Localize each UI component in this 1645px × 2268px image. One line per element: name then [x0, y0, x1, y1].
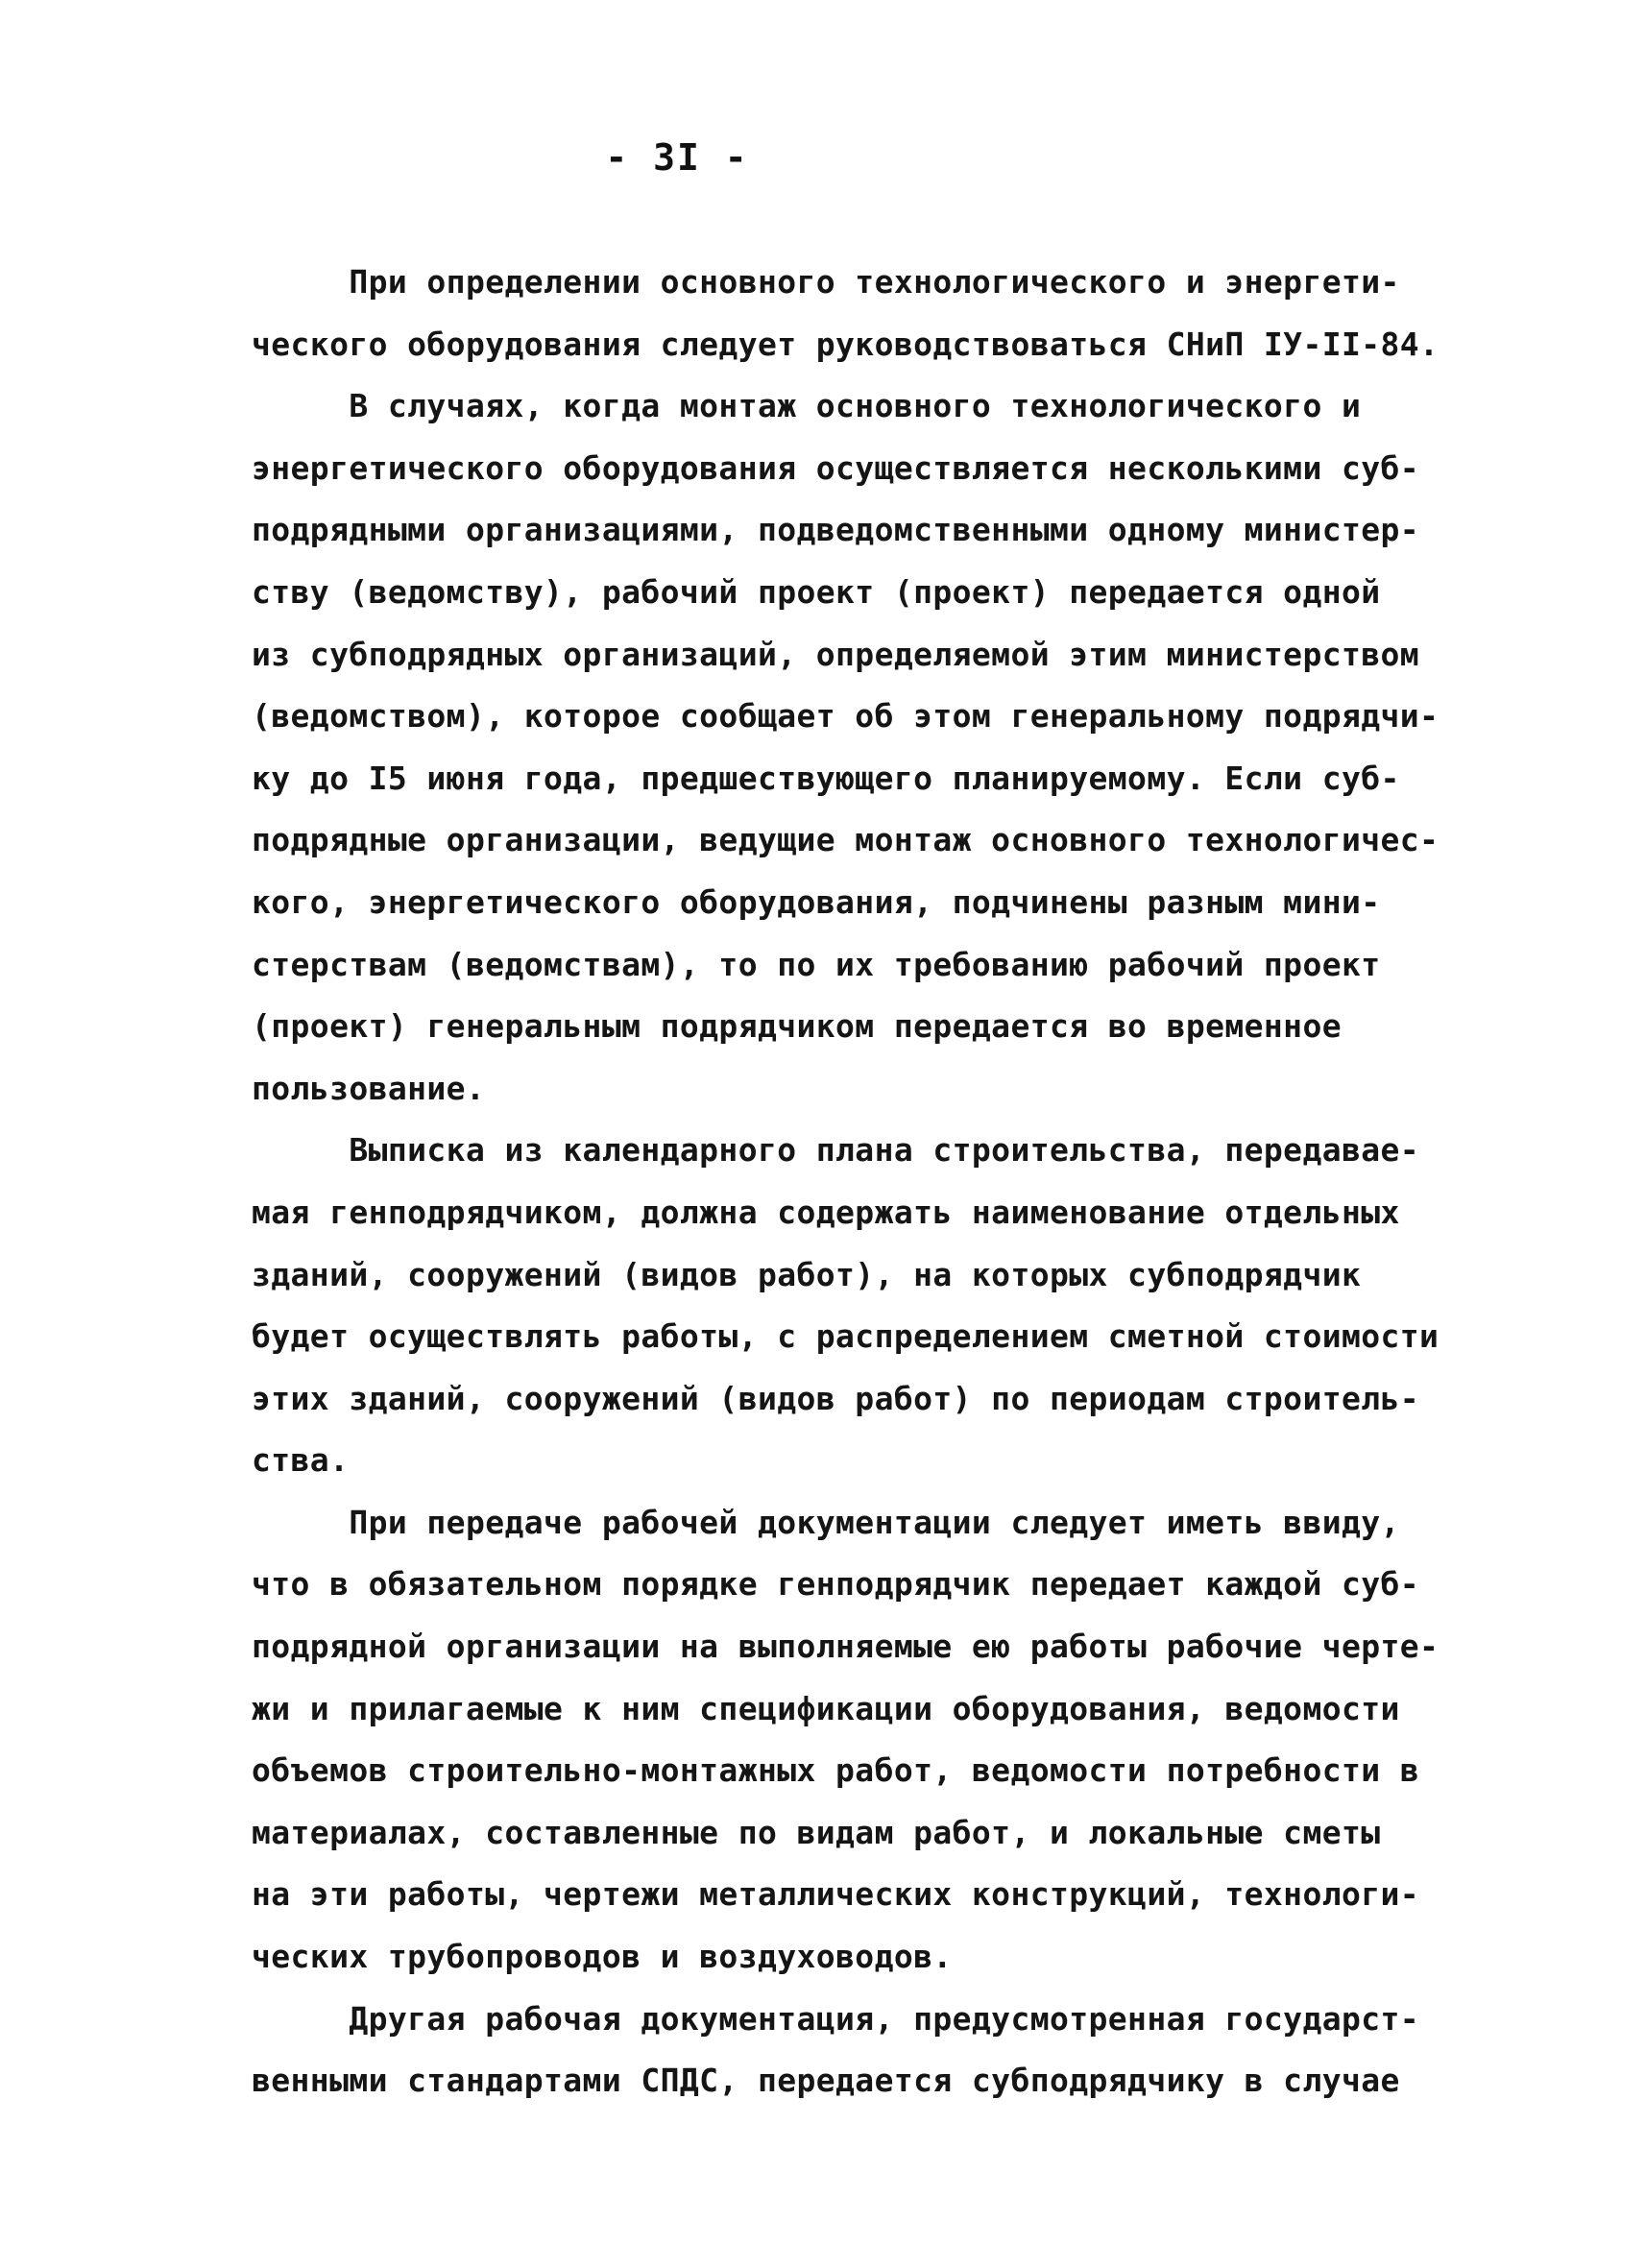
text-line: на эти работы, чертежи металлических конструкций, технологи-: [252, 1875, 1420, 1914]
text-line: При передаче рабочей документации следует иметь ввиду,: [252, 1503, 1400, 1541]
paragraph-other-documentation: [252, 1989, 1423, 2112]
text-line: ческих трубопроводов и воздуховодов.: [252, 1938, 953, 1976]
text-line: пользование.: [252, 1069, 486, 1107]
text-line: будет осуществлять работы, с распределением сметной стоимости: [252, 1317, 1439, 1356]
text-line: этих зданий, сооружений (видов работ) по периодам строитель-: [252, 1379, 1420, 1417]
text-line: (проект) генеральным подрядчиком передается во временное: [252, 1007, 1342, 1046]
text-line: подрядной организации на выполняемые ею работы рабочие черте-: [252, 1628, 1439, 1666]
text-line: энергетического оборудования осуществляется несколькими суб-: [252, 448, 1420, 487]
text-line: подрядные организации, ведущие монтаж основного технологичес-: [252, 821, 1439, 859]
text-line: При определении основного технологического и энергети-: [252, 263, 1400, 301]
text-line: ку до I5 июня года, предшествующего планируемому. Если суб-: [252, 759, 1400, 797]
paragraph-working-documentation: [252, 1492, 1439, 1989]
text-line: из субподрядных организаций, определяемой этим министерством: [252, 635, 1420, 673]
page-number: - 3I -: [605, 136, 749, 179]
text-line: материалах, составленные по видам работ, и локальные сметы: [252, 1813, 1381, 1851]
text-line: объемов строительно-монтажных работ, ведомости потребности в: [252, 1751, 1420, 1790]
text-line: Другая рабочая документация, предусмотренная государст-: [252, 1999, 1420, 2038]
text-line: (ведомством), которое сообщает об этом генеральному подрядчи-: [252, 697, 1439, 736]
text-line: зданий, сооружений (видов работ), на которых субподрядчик: [252, 1255, 1362, 1293]
text-line: кого, энергетического оборудования, подчинены разным мини-: [252, 882, 1381, 921]
text-line: стерствам (ведомствам), то по их требованию рабочий проект: [252, 945, 1381, 983]
text-line: подрядными организациями, подведомственными одному министер-: [252, 511, 1420, 549]
paragraph-snip-reference: [252, 252, 1439, 375]
text-line: ства.: [252, 1441, 350, 1480]
text-line: Выписка из календарного плана строительства, передавае-: [252, 1131, 1420, 1170]
text-line: венными стандартами СПДС, передается субподрядчику в случае: [252, 2062, 1400, 2100]
text-line: ству (ведомству), рабочий проект (проект) передается одной: [252, 572, 1381, 611]
text-line: что в обязательном порядке генподрядчик передает каждой суб-: [252, 1565, 1420, 1604]
text-line: жи и прилагаемые к ним спецификации оборудования, ведомости: [252, 1689, 1400, 1727]
text-line: ческого оборудования следует руководствоваться СНиП IУ-II-84.: [252, 325, 1439, 363]
paragraph-calendar-plan-extract: [252, 1120, 1439, 1492]
paragraph-subcontractor-transfer: [252, 375, 1439, 1120]
body-text: [252, 252, 1439, 2112]
text-line: В случаях, когда монтаж основного технологического и: [252, 387, 1362, 425]
text-line: мая генподрядчиком, должна содержать наименование отдельных: [252, 1193, 1400, 1231]
